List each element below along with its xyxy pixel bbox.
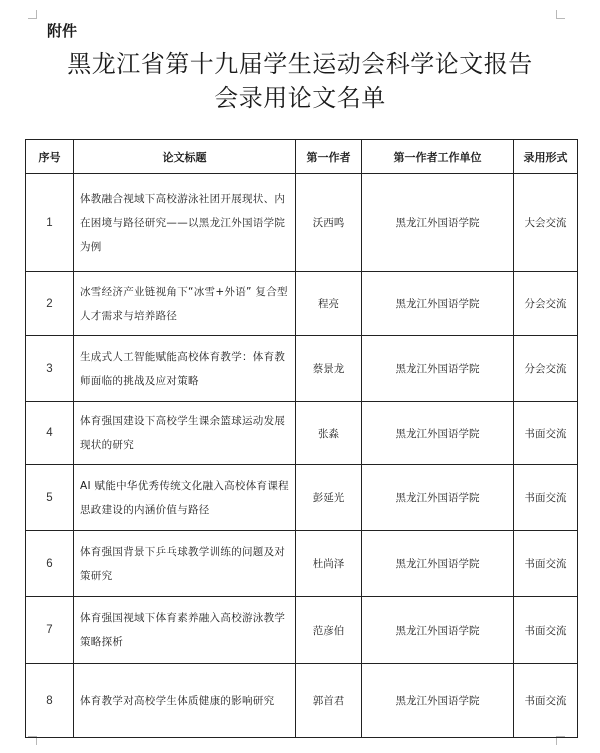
author-unit: 黑龙江外国语学院	[362, 531, 514, 597]
table-row	[26, 597, 578, 664]
crop-mark-top-right	[556, 10, 565, 19]
author-unit: 黑龙江外国语学院	[362, 272, 514, 336]
paper-list-table	[25, 139, 578, 738]
row-number: 7	[26, 597, 74, 664]
acceptance-form: 书面交流	[514, 531, 578, 597]
acceptance-form: 书面交流	[514, 597, 578, 664]
table-row	[26, 664, 578, 738]
table-header-row	[26, 140, 578, 174]
paper-title: 体育教学对高校学生体质健康的影响研究	[74, 664, 296, 738]
table-row	[26, 336, 578, 402]
row-number: 4	[26, 402, 74, 465]
table-row	[26, 402, 578, 465]
header-acceptance-form: 录用形式	[514, 140, 578, 174]
row-number: 1	[26, 174, 74, 272]
first-author: 张淼	[296, 402, 362, 465]
acceptance-form: 大会交流	[514, 174, 578, 272]
table-row	[26, 531, 578, 597]
acceptance-form: 书面交流	[514, 465, 578, 531]
first-author: 沃西鸣	[296, 174, 362, 272]
acceptance-form: 书面交流	[514, 664, 578, 738]
header-author-unit: 第一作者工作单位	[362, 140, 514, 174]
document-title-line-1: 黑龙江省第十九届学生运动会科学论文报告	[67, 50, 533, 78]
first-author: 范彦伯	[296, 597, 362, 664]
row-number: 8	[26, 664, 74, 738]
paper-title: 体教融合视域下高校游泳社团开展现状、内在困境与路径研究——以黑龙江外国语学院为例	[74, 174, 296, 272]
first-author: 程亮	[296, 272, 362, 336]
paper-title: 体育强国视域下体育素养融入高校游泳教学策略探析	[74, 597, 296, 664]
first-author: 彭延光	[296, 465, 362, 531]
acceptance-form: 分会交流	[514, 336, 578, 402]
first-author: 郭首君	[296, 664, 362, 738]
author-unit: 黑龙江外国语学院	[362, 664, 514, 738]
paper-title: 体育强国背景下乒乓球教学训练的问题及对策研究	[74, 531, 296, 597]
paper-title: 生成式人工智能赋能高校体育教学：体育教师面临的挑战及应对策略	[74, 336, 296, 402]
author-unit: 黑龙江外国语学院	[362, 597, 514, 664]
header-number: 序号	[26, 140, 74, 174]
row-number: 2	[26, 272, 74, 336]
author-unit: 黑龙江外国语学院	[362, 174, 514, 272]
first-author: 蔡景龙	[296, 336, 362, 402]
attachment-label: 附件	[47, 22, 78, 40]
row-number: 5	[26, 465, 74, 531]
table-row	[26, 465, 578, 531]
table-row	[26, 272, 578, 336]
crop-mark-top-left	[28, 10, 37, 19]
paper-title: 冰雪经济产业链视角下“冰雪+外语” 复合型人才需求与培养路径	[74, 272, 296, 336]
first-author: 杜尚泽	[296, 531, 362, 597]
author-unit: 黑龙江外国语学院	[362, 465, 514, 531]
paper-title: 体育强国建设下高校学生课余篮球运动发展现状的研究	[74, 402, 296, 465]
author-unit: 黑龙江外国语学院	[362, 402, 514, 465]
document-title-line-2: 会录用论文名单	[214, 84, 386, 112]
acceptance-form: 分会交流	[514, 272, 578, 336]
author-unit: 黑龙江外国语学院	[362, 336, 514, 402]
header-first-author: 第一作者	[296, 140, 362, 174]
paper-title: AI 赋能中华优秀传统文化融入高校体育课程思政建设的内涵价值与路径	[74, 465, 296, 531]
row-number: 3	[26, 336, 74, 402]
table-row	[26, 174, 578, 272]
acceptance-form: 书面交流	[514, 402, 578, 465]
header-paper-title: 论文标题	[74, 140, 296, 174]
row-number: 6	[26, 531, 74, 597]
